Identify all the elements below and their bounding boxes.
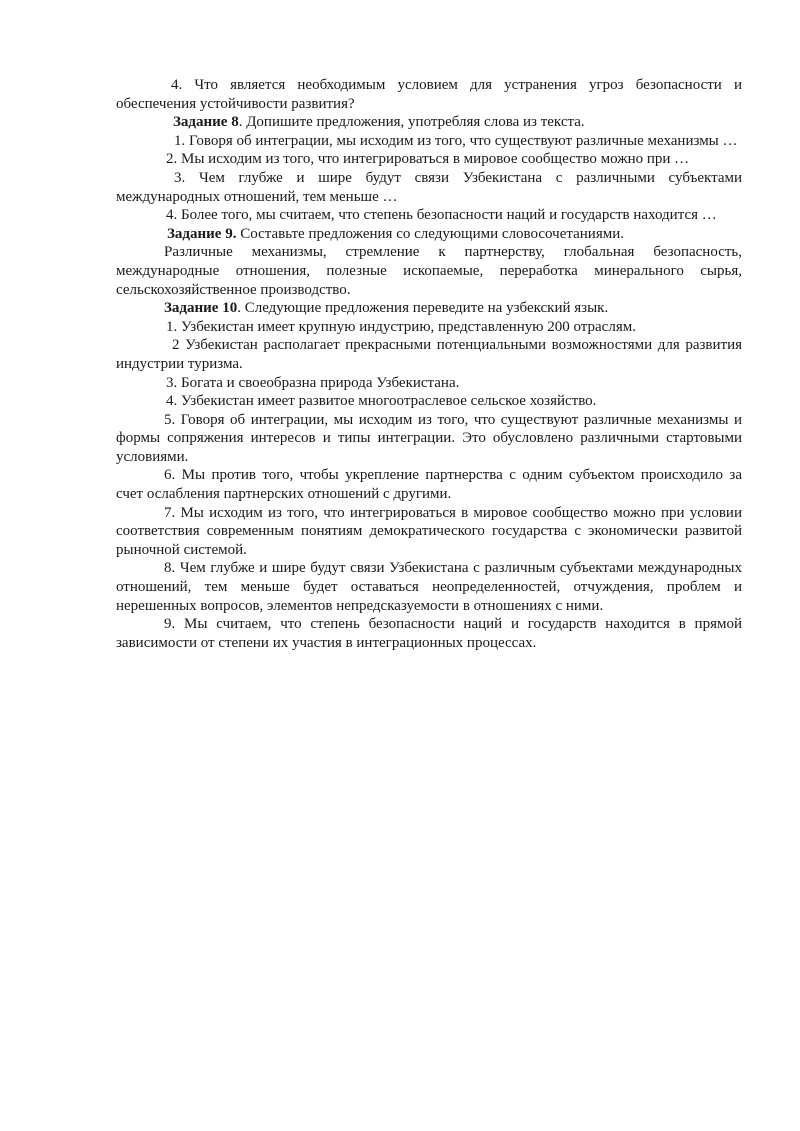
task-10-item-8: 8. Чем глубже и шире будут связи Узбекистана с различным субъектами международных отношений, тем меньше будет оставаться неопределенностей, отчуждения, проблем и нерешенных вопросов, элементов непредсказуемости в отношениях с ними.	[116, 560, 742, 614]
task-9-heading	[116, 225, 742, 244]
task-10-item-7: 7. Мы исходим из того, что интегрироваться в мировое сообщество можно при условии соответствия современным понятиям демократического государства с экономически развитой рыночной системой.	[116, 504, 742, 558]
task-9-phrases: Различные механизмы, стремление к партнерству, глобальная безопасность, международные отношения, полезные ископаемые, переработка минерального сырья, сельскохозяйственное производство.	[116, 244, 742, 298]
task-8-label: Задание 8	[173, 114, 239, 131]
task-8-item-1: 1. Говоря об интеграции, мы исходим из того, что существуют различные механизмы …	[174, 132, 738, 149]
task-9-instruction: Составьте предложения со следующими словосочетаниями.	[236, 225, 624, 242]
task-9-label: Задание 9.	[167, 225, 237, 242]
task-8-item-3: 3. Чем глубже и шире будут связи Узбекистана с различными субъектами международных отношений, тем меньше …	[116, 169, 742, 205]
task-10-item-6: 6. Мы против того, чтобы укрепление партнерства с одним субъектом происходило за счет ослабления партнерских отношений с другими.	[116, 467, 742, 503]
task-10-item-5: 5. Говоря об интеграции, мы исходим из того, что существуют различные механизмы и формы сопряжения интересов и типы интеграции. Это обусловлено различными стартовыми условиями.	[116, 411, 742, 465]
task-10-item-1: 1. Узбекистан имеет крупную индустрию, представленную 200 отраслям.	[166, 318, 636, 335]
task-8-heading	[116, 113, 742, 132]
task-10-item-4: 4. Узбекистан имеет развитое многоотраслевое сельское хозяйство.	[166, 393, 597, 410]
task-10-heading	[116, 299, 742, 318]
task-8-item-2: 2. Мы исходим из того, что интегрироваться в мировое сообщество можно при …	[166, 151, 690, 168]
task-10-item-9: 9. Мы считаем, что степень безопасности наций и государств находится в прямой зависимости от степени их участия в интеграционных процессах.	[116, 616, 742, 651]
question-4: 4. Что является необходимым условием для устранения угроз безопасности и обеспечения устойчивости развития?	[116, 77, 742, 112]
task-10-item-2: 2 Узбекистан располагает прекрасными потенциальными возможностями для развития индустрии туризма.	[116, 337, 742, 372]
task-10-instruction: . Следующие предложения переведите на узбекский язык.	[237, 300, 609, 317]
task-10-item-3: 3. Богата и своеобразна природа Узбекистана.	[166, 374, 460, 391]
task-8-item-4: 4. Более того, мы считаем, что степень безопасности наций и государств находится …	[166, 207, 717, 224]
task-8-instruction: . Допишите предложения, употребляя слова из текста.	[238, 114, 585, 131]
task-10-label: Задание 10	[164, 300, 238, 317]
document-page	[116, 76, 742, 652]
